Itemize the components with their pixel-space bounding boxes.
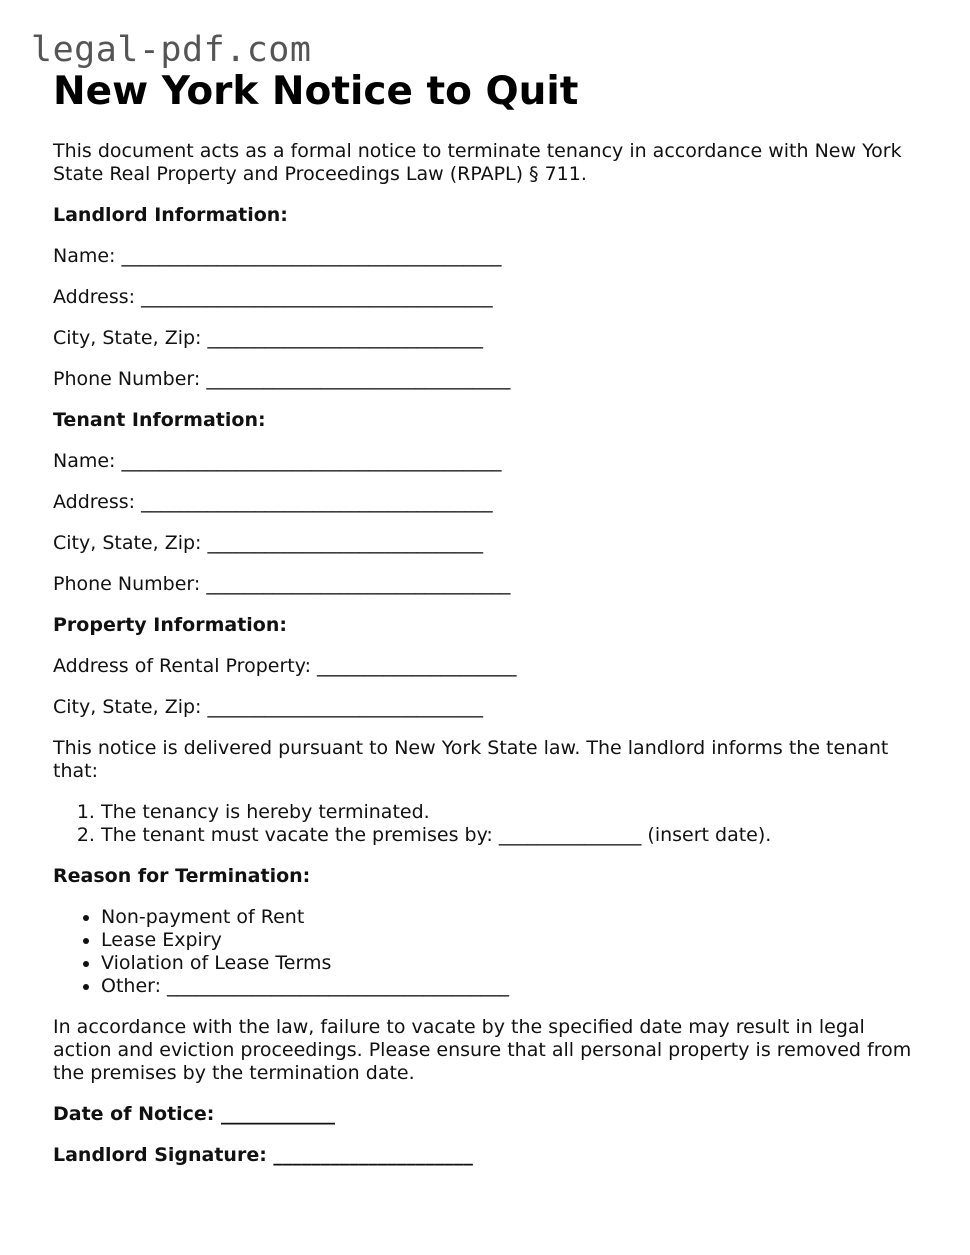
terms-list xyxy=(53,801,923,847)
list-item: • Other: ____________________________________ xyxy=(101,975,923,998)
list-item: • Violation of Lease Terms xyxy=(101,952,923,975)
property-city-field: City, State, Zip: _____________________________ xyxy=(53,696,483,718)
document-body xyxy=(53,66,923,1167)
intro-paragraph: This document acts as a formal notice to terminate tenancy in accordance with New York State Real Property and Proceedings Law (RPAPL) § 711. xyxy=(53,140,902,185)
reason-list xyxy=(53,906,923,998)
tenant-address-field: Address: _____________________________________ xyxy=(53,491,493,513)
list-item: 1. The tenancy is hereby terminated. xyxy=(101,801,923,824)
tenant-phone-field: Phone Number: ________________________________ xyxy=(53,573,511,595)
landlord-city-field: City, State, Zip: _____________________________ xyxy=(53,327,483,349)
landlord-signature-field: Landlord Signature: _____________________ xyxy=(53,1144,473,1166)
date-of-notice-field: Date of Notice: ____________ xyxy=(53,1103,336,1125)
property-heading: Property Information: xyxy=(53,614,287,636)
notice-paragraph: This notice is delivered pursuant to New York State law. The landlord informs the tenant that: xyxy=(53,737,889,782)
list-item: • Lease Expiry xyxy=(101,929,923,952)
property-address-field: Address of Rental Property: _____________________ xyxy=(53,655,517,677)
tenant-heading: Tenant Information: xyxy=(53,409,266,431)
tenant-city-field: City, State, Zip: _____________________________ xyxy=(53,532,483,554)
landlord-address-field: Address: _____________________________________ xyxy=(53,286,493,308)
landlord-name-field: Name: ________________________________________ xyxy=(53,245,502,267)
page-title: New York Notice to Quit xyxy=(53,69,579,114)
list-item: • Non-payment of Rent xyxy=(101,906,923,929)
closing-paragraph: In accordance with the law, failure to vacate by the specified date may result in legal action and eviction proceedings. Please ensure that all personal property is removed from the premises by the termination date. xyxy=(53,1016,912,1084)
watermark: legal-pdf.com xyxy=(31,30,312,70)
tenant-name-field: Name: ________________________________________ xyxy=(53,450,502,472)
landlord-phone-field: Phone Number: ________________________________ xyxy=(53,368,511,390)
landlord-heading: Landlord Information: xyxy=(53,204,288,226)
reason-heading: Reason for Termination: xyxy=(53,865,311,887)
list-item: 2. The tenant must vacate the premises by: _______________ (insert date). xyxy=(101,824,923,847)
